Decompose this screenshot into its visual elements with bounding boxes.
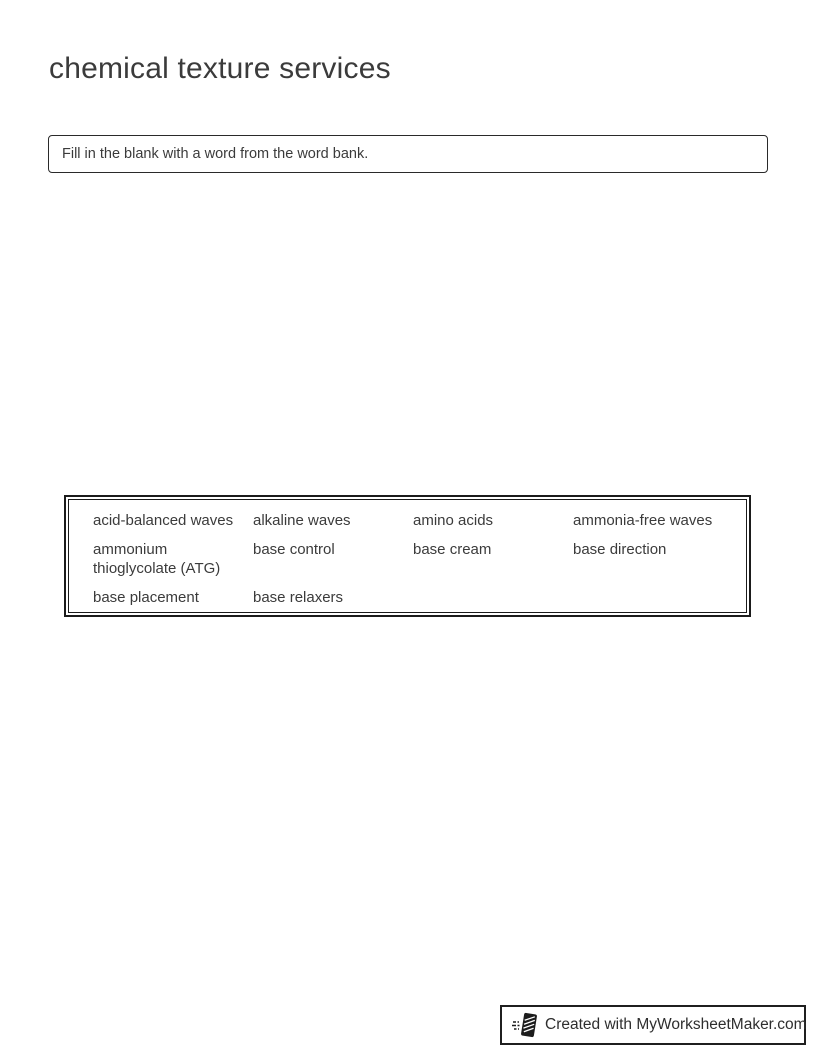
footer-credit-badge <box>500 1005 806 1045</box>
word-bank-grid <box>93 511 736 607</box>
flying-worksheet-icon <box>512 1011 538 1039</box>
word-bank-item: base control <box>253 541 335 558</box>
page-title: chemical texture services <box>49 52 391 85</box>
instruction-box <box>48 135 768 173</box>
word-bank-item: amino acids <box>413 512 494 529</box>
word-bank-inner-border <box>68 499 747 613</box>
word-bank-item: base direction <box>573 541 667 558</box>
word-bank <box>64 495 751 617</box>
instruction-text: Fill in the blank with a word from the word bank. <box>62 146 369 162</box>
word-bank-item: ammonia-free waves <box>573 512 713 529</box>
word-bank-item: alkaline waves <box>253 512 351 529</box>
word-bank-item: ammonium thioglycolate (ATG) <box>93 541 221 577</box>
word-bank-item: base cream <box>413 541 492 558</box>
word-bank-item: base placement <box>93 589 199 606</box>
word-bank-item: base relaxers <box>253 589 344 606</box>
footer-credit-text: Created with MyWorksheetMaker.com <box>545 1016 807 1033</box>
word-bank-item: acid-balanced waves <box>93 512 234 529</box>
